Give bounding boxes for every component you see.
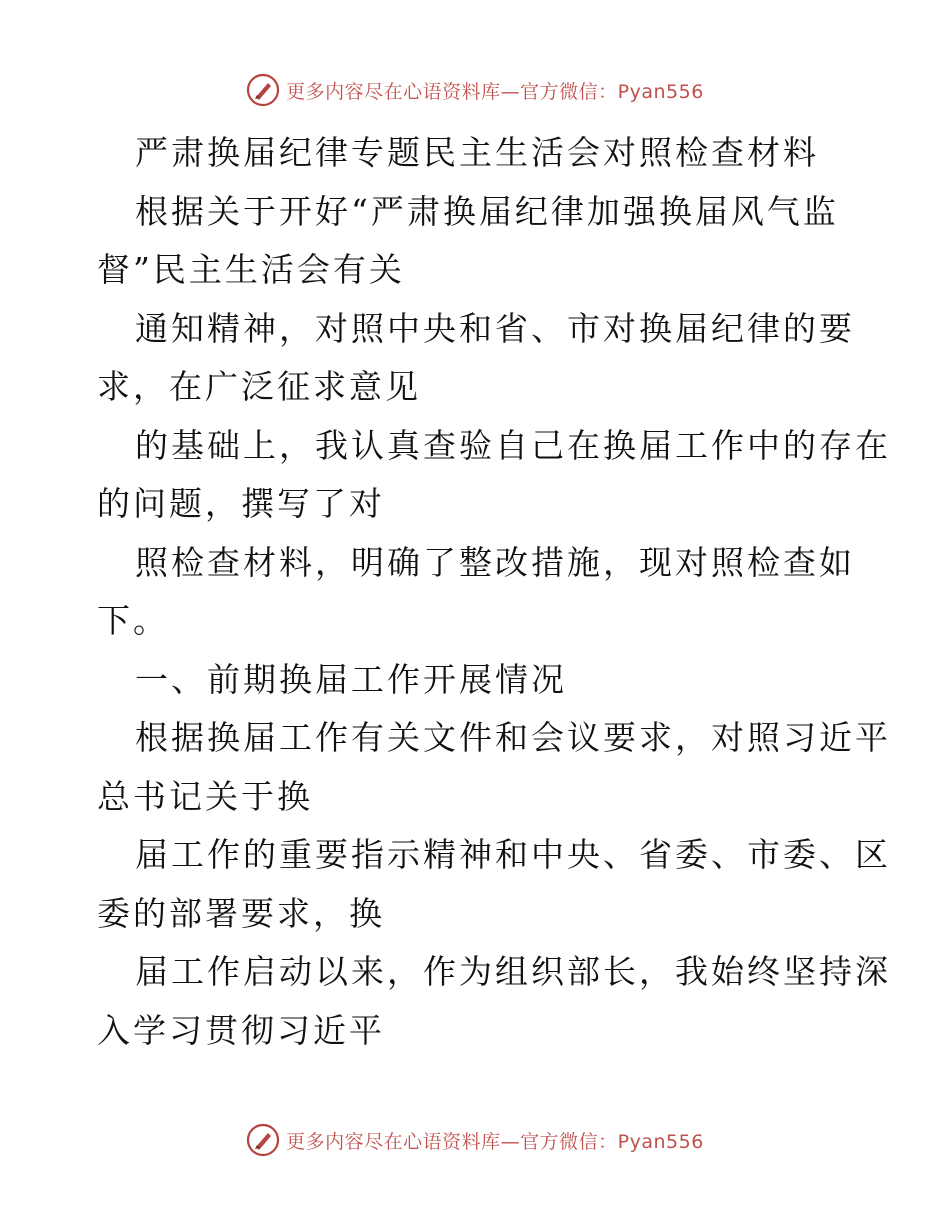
text-line: 照检查材料，明确了整改措施，现对照检查如 <box>135 542 855 582</box>
text-line: 下。 <box>97 601 169 640</box>
header-watermark <box>0 68 950 112</box>
text-line: 届工作启动以来，作为组织部长，我始终坚持深 <box>135 952 891 991</box>
watermark-text: 更多内容尽在心语资料库—官方微信：Pyan556 <box>286 80 704 103</box>
pen-logo-icon <box>246 1123 280 1157</box>
text-line: 求，在广泛征求意见 <box>97 367 421 406</box>
text-line: 根据换届工作有关文件和会议要求，对照习近平 <box>135 718 891 757</box>
footer-watermark <box>0 1118 950 1162</box>
text-line: 根据关于开好“严肃换届纪律加强换届风气监 <box>135 191 839 231</box>
text-line: 届工作的重要指示精神和中央、省委、市委、区 <box>135 835 891 874</box>
text-line: 委的部署要求，换 <box>97 893 385 933</box>
text-line: 督”民主生活会有关 <box>97 250 405 289</box>
text-line: 严肃换届纪律专题民主生活会对照检查材料 <box>135 133 819 172</box>
text-line: 一、前期换届工作开展情况 <box>135 659 567 699</box>
document-body <box>97 124 891 1060</box>
text-line: 通知精神，对照中央和省、市对换届纪律的要 <box>135 308 855 348</box>
text-line: 总书记关于换 <box>97 776 313 816</box>
text-line: 的基础上，我认真查验自己在换届工作中的存在 <box>135 425 891 465</box>
text-line: 入学习贯彻习近平 <box>97 1010 385 1050</box>
pen-logo-icon <box>246 73 280 107</box>
watermark-text: 更多内容尽在心语资料库—官方微信：Pyan556 <box>286 1130 704 1153</box>
text-line: 的问题，撰写了对 <box>97 484 385 523</box>
